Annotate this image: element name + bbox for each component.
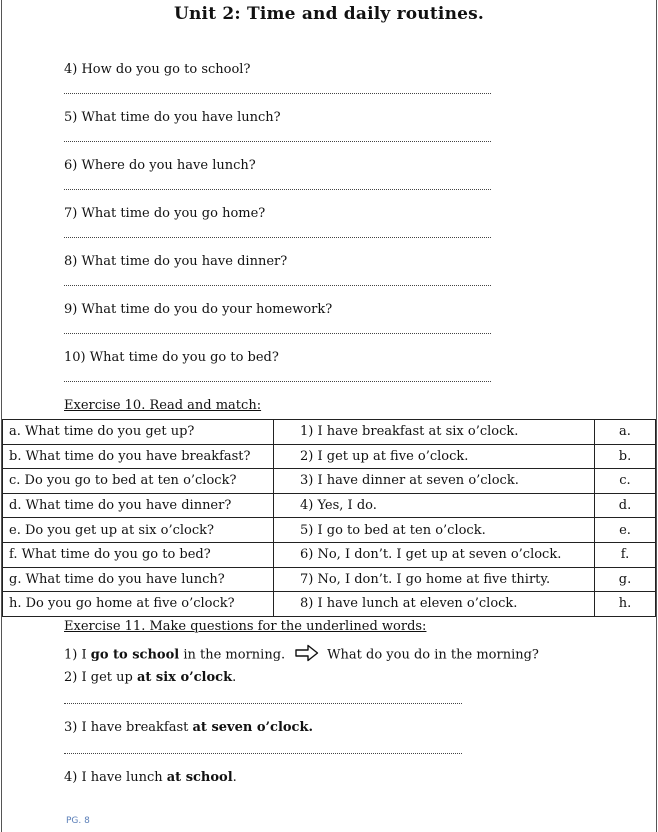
match-key[interactable]: a.	[595, 420, 656, 445]
question-6: 6) Where do you have lunch?	[64, 158, 256, 173]
answer-line-7[interactable]	[64, 237, 491, 238]
match-question: h. Do you go home at five o’clock?	[3, 592, 274, 617]
table-row	[3, 518, 656, 543]
ex11-item-1	[64, 644, 539, 666]
ex11-item-1-answer: What do you do in the morning?	[327, 647, 539, 663]
question-8: 8) What time do you have dinner?	[64, 254, 288, 269]
ex11-item-4-pre: 4) I have lunch	[64, 770, 167, 785]
answer-line-ex11-2[interactable]	[64, 703, 462, 704]
answer-line-ex11-3[interactable]	[64, 753, 462, 754]
table-row	[3, 469, 656, 494]
exercise-10-heading: Exercise 10. Read and match:	[64, 398, 262, 413]
ex11-item-1-pre: 1) I	[64, 647, 91, 663]
ex11-item-3-pre: 3) I have breakfast	[64, 720, 193, 735]
match-question: g. What time do you have lunch?	[3, 567, 274, 592]
question-7: 7) What time do you go home?	[64, 206, 266, 221]
match-question: e. Do you get up at six o’clock?	[3, 518, 274, 543]
match-answer: 7) No, I don’t. I go home at five thirty.	[274, 567, 595, 592]
question-10: 10) What time do you go to bed?	[64, 350, 279, 365]
match-key[interactable]: c.	[595, 469, 656, 494]
ex11-item-4-post: .	[232, 770, 237, 785]
table-row	[3, 592, 656, 617]
page-number: PG. 8	[66, 816, 90, 826]
ex11-item-2-underlined: at six o’clock	[136, 670, 233, 685]
question-5: 5) What time do you have lunch?	[64, 110, 281, 125]
match-question: c. Do you go to bed at ten o’clock?	[3, 469, 274, 494]
ex11-item-1-post: in the morning.	[179, 647, 286, 663]
match-question: a. What time do you get up?	[3, 420, 274, 445]
match-key[interactable]: d.	[595, 493, 656, 518]
ex11-item-2-post: .	[232, 670, 237, 685]
match-answer: 8) I have lunch at eleven o’clock.	[274, 592, 595, 617]
table-row	[3, 542, 656, 567]
table-row	[3, 420, 656, 445]
ex11-item-1-underlined: go to school	[90, 647, 180, 663]
match-answer: 3) I have dinner at seven o’clock.	[274, 469, 595, 494]
page-border-right	[656, 0, 657, 832]
ex11-item-2-pre: 2) I get up	[64, 670, 137, 685]
ex11-item-4-underlined: at school	[166, 770, 233, 785]
ex11-item-4	[64, 770, 237, 785]
answer-line-4[interactable]	[64, 93, 491, 94]
page-border-left	[1, 0, 2, 832]
question-9: 9) What time do you do your homework?	[64, 302, 333, 317]
match-answer: 5) I go to bed at ten o’clock.	[274, 518, 595, 543]
match-answer: 2) I get up at five o’clock.	[274, 444, 595, 469]
exercise-11-heading: Exercise 11. Make questions for the underlined words:	[64, 619, 427, 634]
answer-line-6[interactable]	[64, 189, 491, 190]
ex11-item-2	[64, 670, 236, 685]
match-key[interactable]: e.	[595, 518, 656, 543]
ex11-item-3	[64, 720, 313, 735]
answer-line-5[interactable]	[64, 141, 491, 142]
table-row	[3, 493, 656, 518]
match-table	[2, 419, 656, 617]
match-question: b. What time do you have breakfast?	[3, 444, 274, 469]
match-answer: 4) Yes, I do.	[274, 493, 595, 518]
table-row	[3, 444, 656, 469]
match-key[interactable]: g.	[595, 567, 656, 592]
right-arrow-icon	[295, 644, 319, 666]
table-row	[3, 567, 656, 592]
page-title: Unit 2: Time and daily routines.	[173, 4, 485, 24]
answer-line-10[interactable]	[64, 381, 491, 382]
match-question: d. What time do you have dinner?	[3, 493, 274, 518]
match-answer: 1) I have breakfast at six o’clock.	[274, 420, 595, 445]
question-4: 4) How do you go to school?	[64, 62, 251, 77]
ex11-item-3-underlined: at seven o’clock.	[192, 720, 314, 735]
match-key[interactable]: b.	[595, 444, 656, 469]
match-key[interactable]: h.	[595, 592, 656, 617]
answer-line-8[interactable]	[64, 285, 491, 286]
match-question: f. What time do you go to bed?	[3, 542, 274, 567]
answer-line-9[interactable]	[64, 333, 491, 334]
match-answer: 6) No, I don’t. I get up at seven o’clock.	[274, 542, 595, 567]
match-key[interactable]: f.	[595, 542, 656, 567]
